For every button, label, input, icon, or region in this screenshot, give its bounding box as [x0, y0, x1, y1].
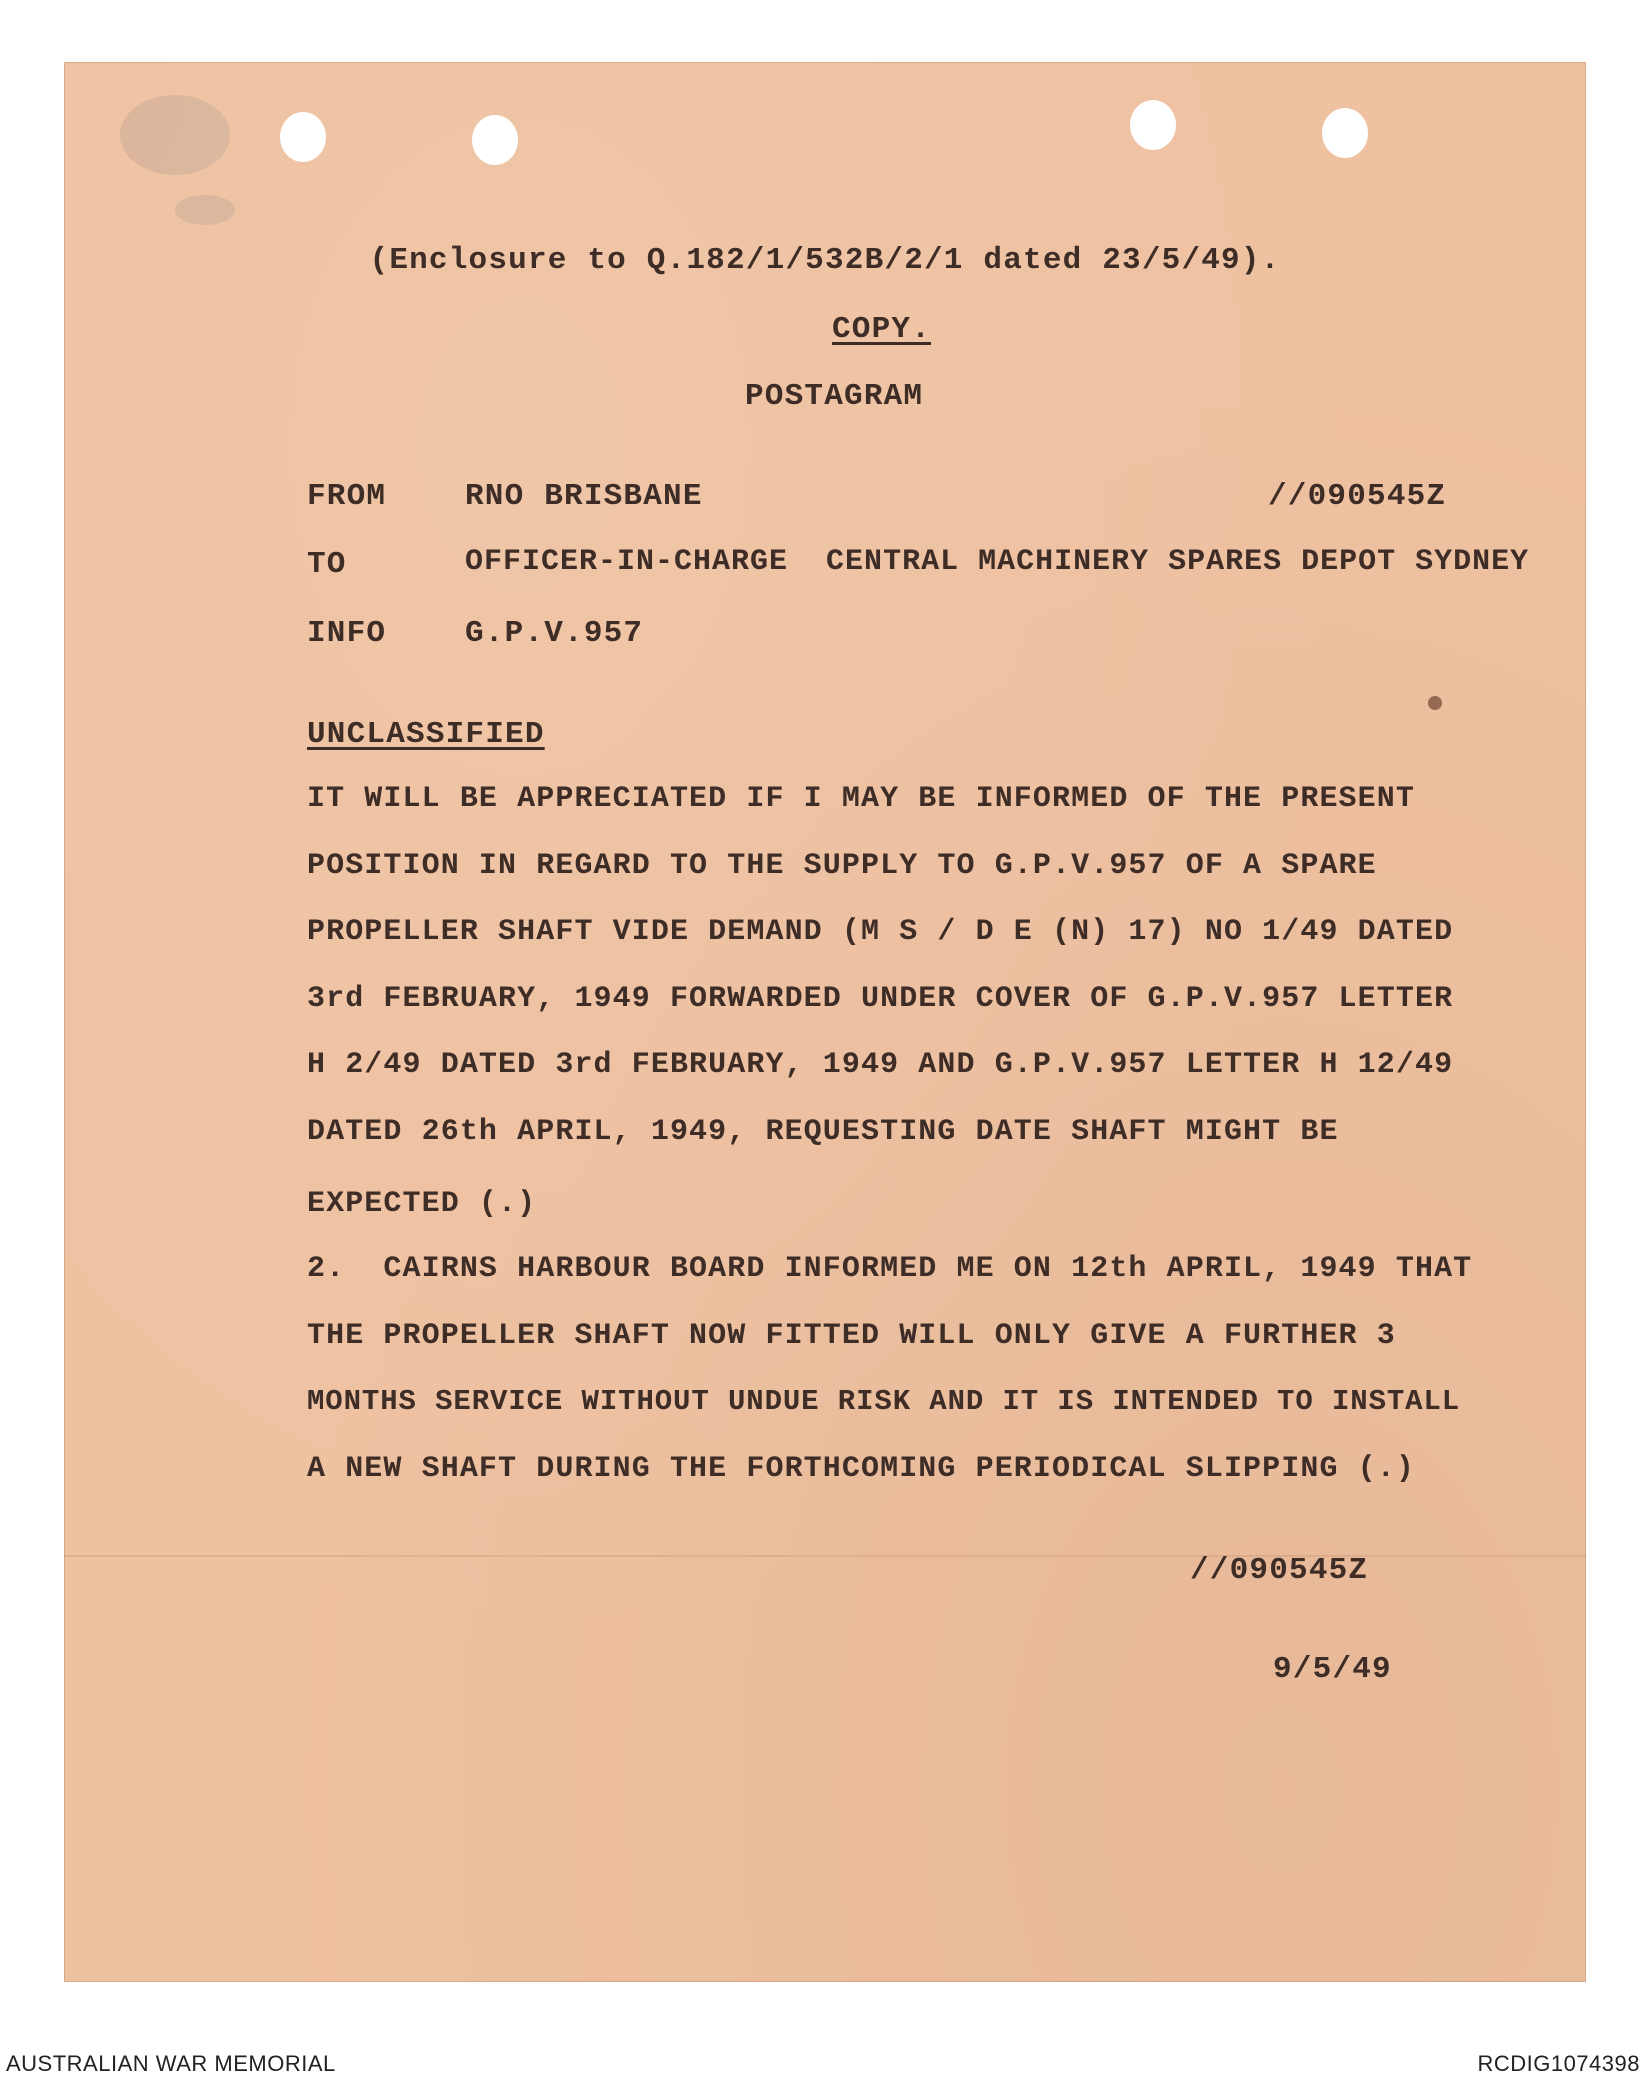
document-type: POSTAGRAM — [745, 379, 924, 414]
closing-date: 9/5/49 — [1273, 1652, 1392, 1687]
document-page — [64, 62, 1586, 1982]
ink-spot — [1428, 696, 1442, 710]
body-line: EXPECTED (.) — [307, 1187, 537, 1221]
punch-hole — [472, 115, 518, 165]
punch-hole — [1130, 100, 1176, 150]
punch-hole — [280, 112, 326, 162]
from-label: FROM — [307, 479, 387, 514]
copy-label: COPY. — [832, 312, 932, 347]
info-label: INFO — [307, 616, 387, 651]
body-line: 2. CAIRNS HARBOUR BOARD INFORMED ME ON 12th APRIL, 1949 THAT — [307, 1252, 1473, 1286]
body-line: A NEW SHAFT DURING THE FORTHCOMING PERIODICAL SLIPPING (.) — [307, 1452, 1415, 1486]
body-line: PROPELLER SHAFT VIDE DEMAND (M S / D E (N) 17) NO 1/49 DATED — [307, 915, 1454, 949]
date-time-group: //090545Z — [1268, 479, 1447, 514]
body-line: 3rd FEBRUARY, 1949 FORWARDED UNDER COVER OF G.P.V.957 LETTER — [307, 982, 1454, 1016]
body-line: MONTHS SERVICE WITHOUT UNDUE RISK AND IT IS INTENDED TO INSTALL — [307, 1385, 1461, 1418]
body-line: H 2/49 DATED 3rd FEBRUARY, 1949 AND G.P.V.957 LETTER H 12/49 — [307, 1048, 1454, 1082]
paper-stain — [120, 95, 230, 175]
closing-date-time-group: //090545Z — [1190, 1553, 1369, 1588]
enclosure-reference: (Enclosure to Q.182/1/532B/2/1 dated 23/5/49). — [369, 243, 1281, 278]
paper-stain — [175, 195, 235, 225]
body-line: DATED 26th APRIL, 1949, REQUESTING DATE SHAFT MIGHT BE — [307, 1115, 1339, 1149]
info-value: G.P.V.957 — [465, 616, 644, 651]
body-line: THE PROPELLER SHAFT NOW FITTED WILL ONLY GIVE A FURTHER 3 — [307, 1319, 1396, 1353]
from-value: RNO BRISBANE — [465, 479, 703, 514]
body-line: POSITION IN REGARD TO THE SUPPLY TO G.P.V.957 OF A SPARE — [307, 849, 1377, 883]
classification: UNCLASSIFIED — [307, 717, 545, 752]
to-label: TO — [307, 547, 347, 582]
body-line: IT WILL BE APPRECIATED IF I MAY BE INFORMED OF THE PRESENT — [307, 782, 1415, 816]
punch-hole — [1322, 108, 1368, 158]
to-value: OFFICER-IN-CHARGE CENTRAL MACHINERY SPARES DEPOT SYDNEY — [465, 545, 1530, 579]
archive-credit: AUSTRALIAN WAR MEMORIAL — [6, 2051, 336, 2076]
archive-id: RCDIG1074398 — [1477, 2051, 1640, 2076]
